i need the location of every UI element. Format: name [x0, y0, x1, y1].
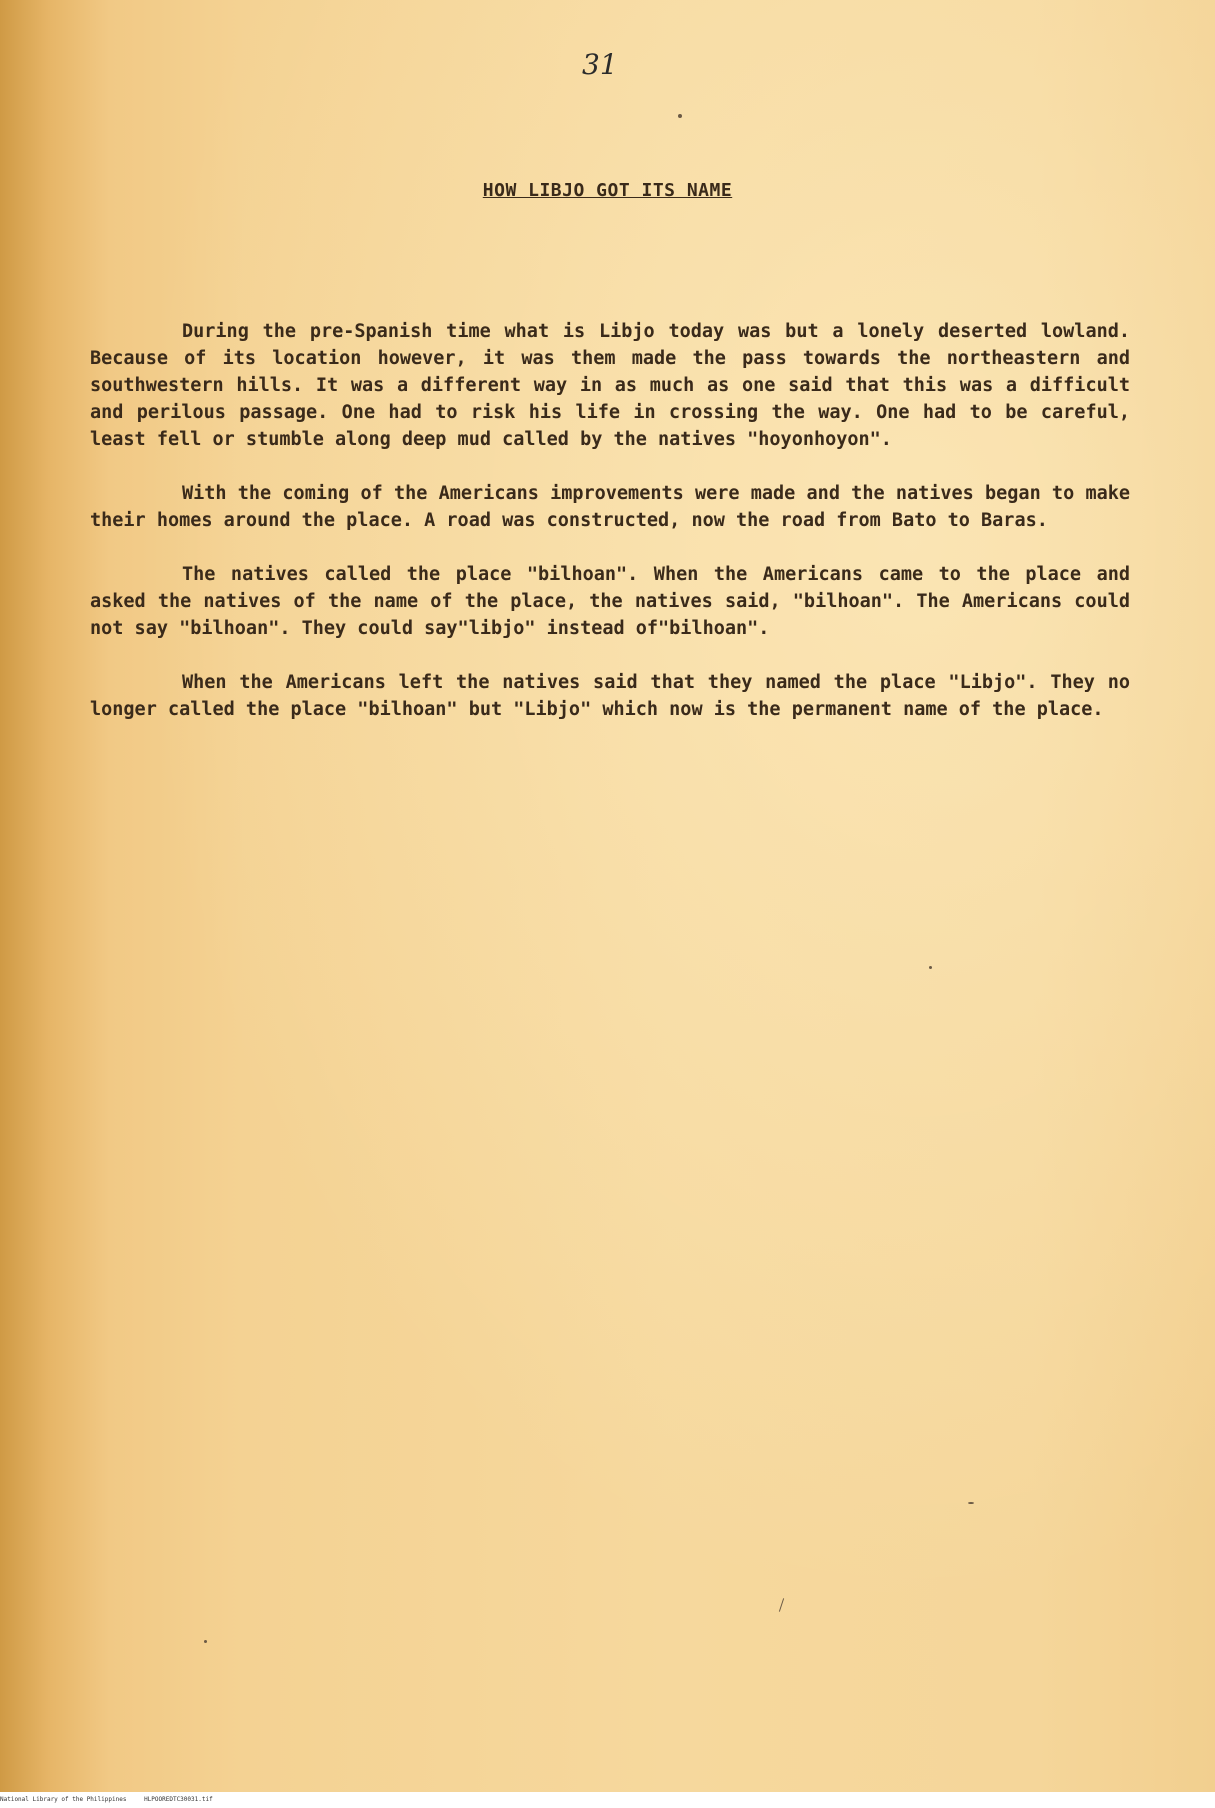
library-credit: National Library of the Philippines: [0, 1796, 127, 1803]
paper-speck: [204, 1640, 207, 1643]
paragraph: During the pre-Spanish time what is Libjo today was but a lonely deserted lowland. Because of its location however, it was them made the pass towards the northeastern and southwestern hills. It was a different way in as much as one said that this was a difficult and perilous passage. One had to risk his life in crossing the way. One had to be careful, least fell or stumble along deep mud called by the natives "hoyonhoyon".: [90, 321, 1130, 450]
paper-speck: [929, 966, 932, 969]
paragraph: With the coming of the Americans improvements were made and the natives began to make their homes around the place. A road was constructed, now the road from Bato to Baras.: [90, 483, 1130, 531]
paper-speck: [968, 1502, 974, 1504]
paper-speck: [779, 1598, 784, 1612]
document-body: [90, 318, 1130, 750]
paragraph: The natives called the place "bilhoan". When the Americans came to the place and asked the natives of the name of the place, the natives said, "bilhoan". The Americans could not say "bilhoan". They could say"libjo" instead of"bilhoan".: [90, 564, 1130, 639]
scan-filename: HLPOOREDTC30031.tif: [144, 1796, 213, 1803]
scan-footer: [0, 1792, 1215, 1808]
paper-speck: [678, 114, 682, 118]
page-number: 31: [582, 48, 618, 81]
paragraph: When the Americans left the natives said that they named the place "Libjo". They no longer called the place "bilhoan" but "Libjo" which now is the permanent name of the place.: [90, 672, 1130, 720]
document-title: HOW LIBJO GOT ITS NAME: [482, 180, 733, 201]
